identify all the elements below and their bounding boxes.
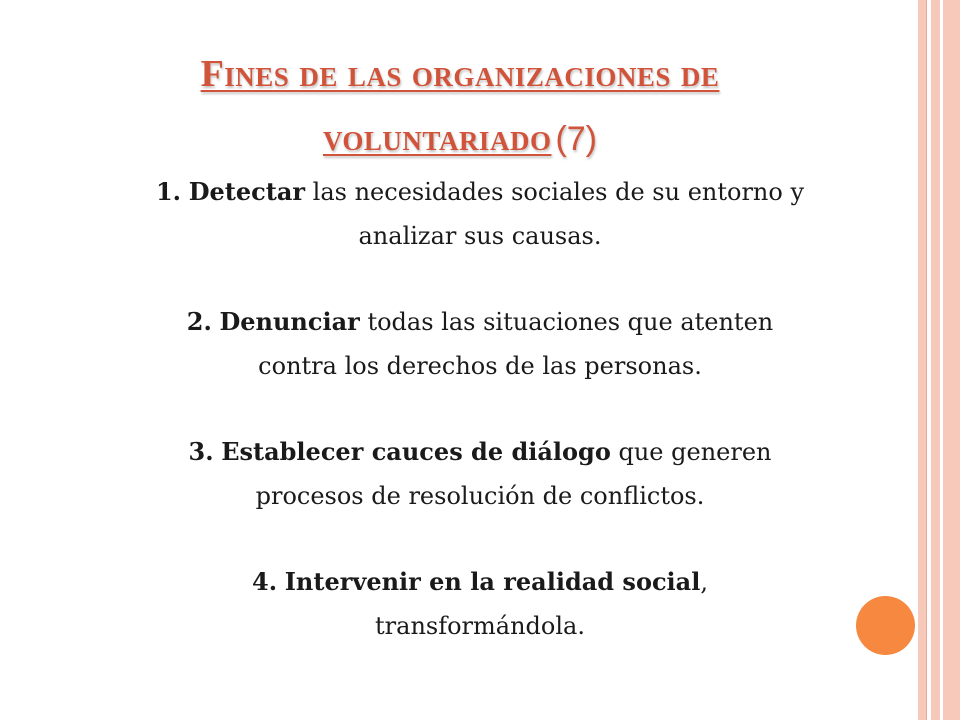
point-line-2: procesos de resolución de conflictos. [255,482,705,510]
points-list [70,170,890,690]
point-keyword: Establecer cauces de diálogo [221,437,611,466]
decorative-stripe-line [926,0,927,720]
point-number: 1. [155,177,182,206]
point-keyword: Intervenir en la realidad social [284,567,701,596]
point-number: 3. [188,437,214,466]
point-text: todas las situaciones que atenten [367,308,774,336]
title-text-2: voluntariado [322,117,552,159]
point-text: que generen [618,438,772,466]
point-line-1 [70,560,890,604]
point-text: las necesidades sociales de su entorno y [312,178,805,206]
point-keyword: Denunciar [219,307,360,336]
point-item [70,560,890,648]
point-line-1 [70,170,890,214]
decorative-stripe [943,0,960,720]
point-line-1 [70,300,890,344]
point-item [70,430,890,518]
point-number: 2. [186,307,212,336]
point-item [70,300,890,388]
point-line-2: transformándola. [375,612,585,640]
decorative-stripe [918,0,926,720]
point-line-2: contra los derechos de las personas. [258,352,702,380]
decorative-stripe [931,0,940,720]
point-number: 4. [252,567,278,596]
point-line-1 [70,430,890,474]
point-line-2: analizar sus causas. [358,222,602,250]
point-text: , [700,568,708,596]
slide-title [60,46,860,174]
title-text-1: Fines de las organizaciones de [200,53,720,95]
point-item [70,170,890,258]
title-line-1 [60,46,860,110]
point-keyword: Detectar [188,177,306,206]
title-line-2 [60,110,860,174]
title-number: (7) [555,120,598,158]
